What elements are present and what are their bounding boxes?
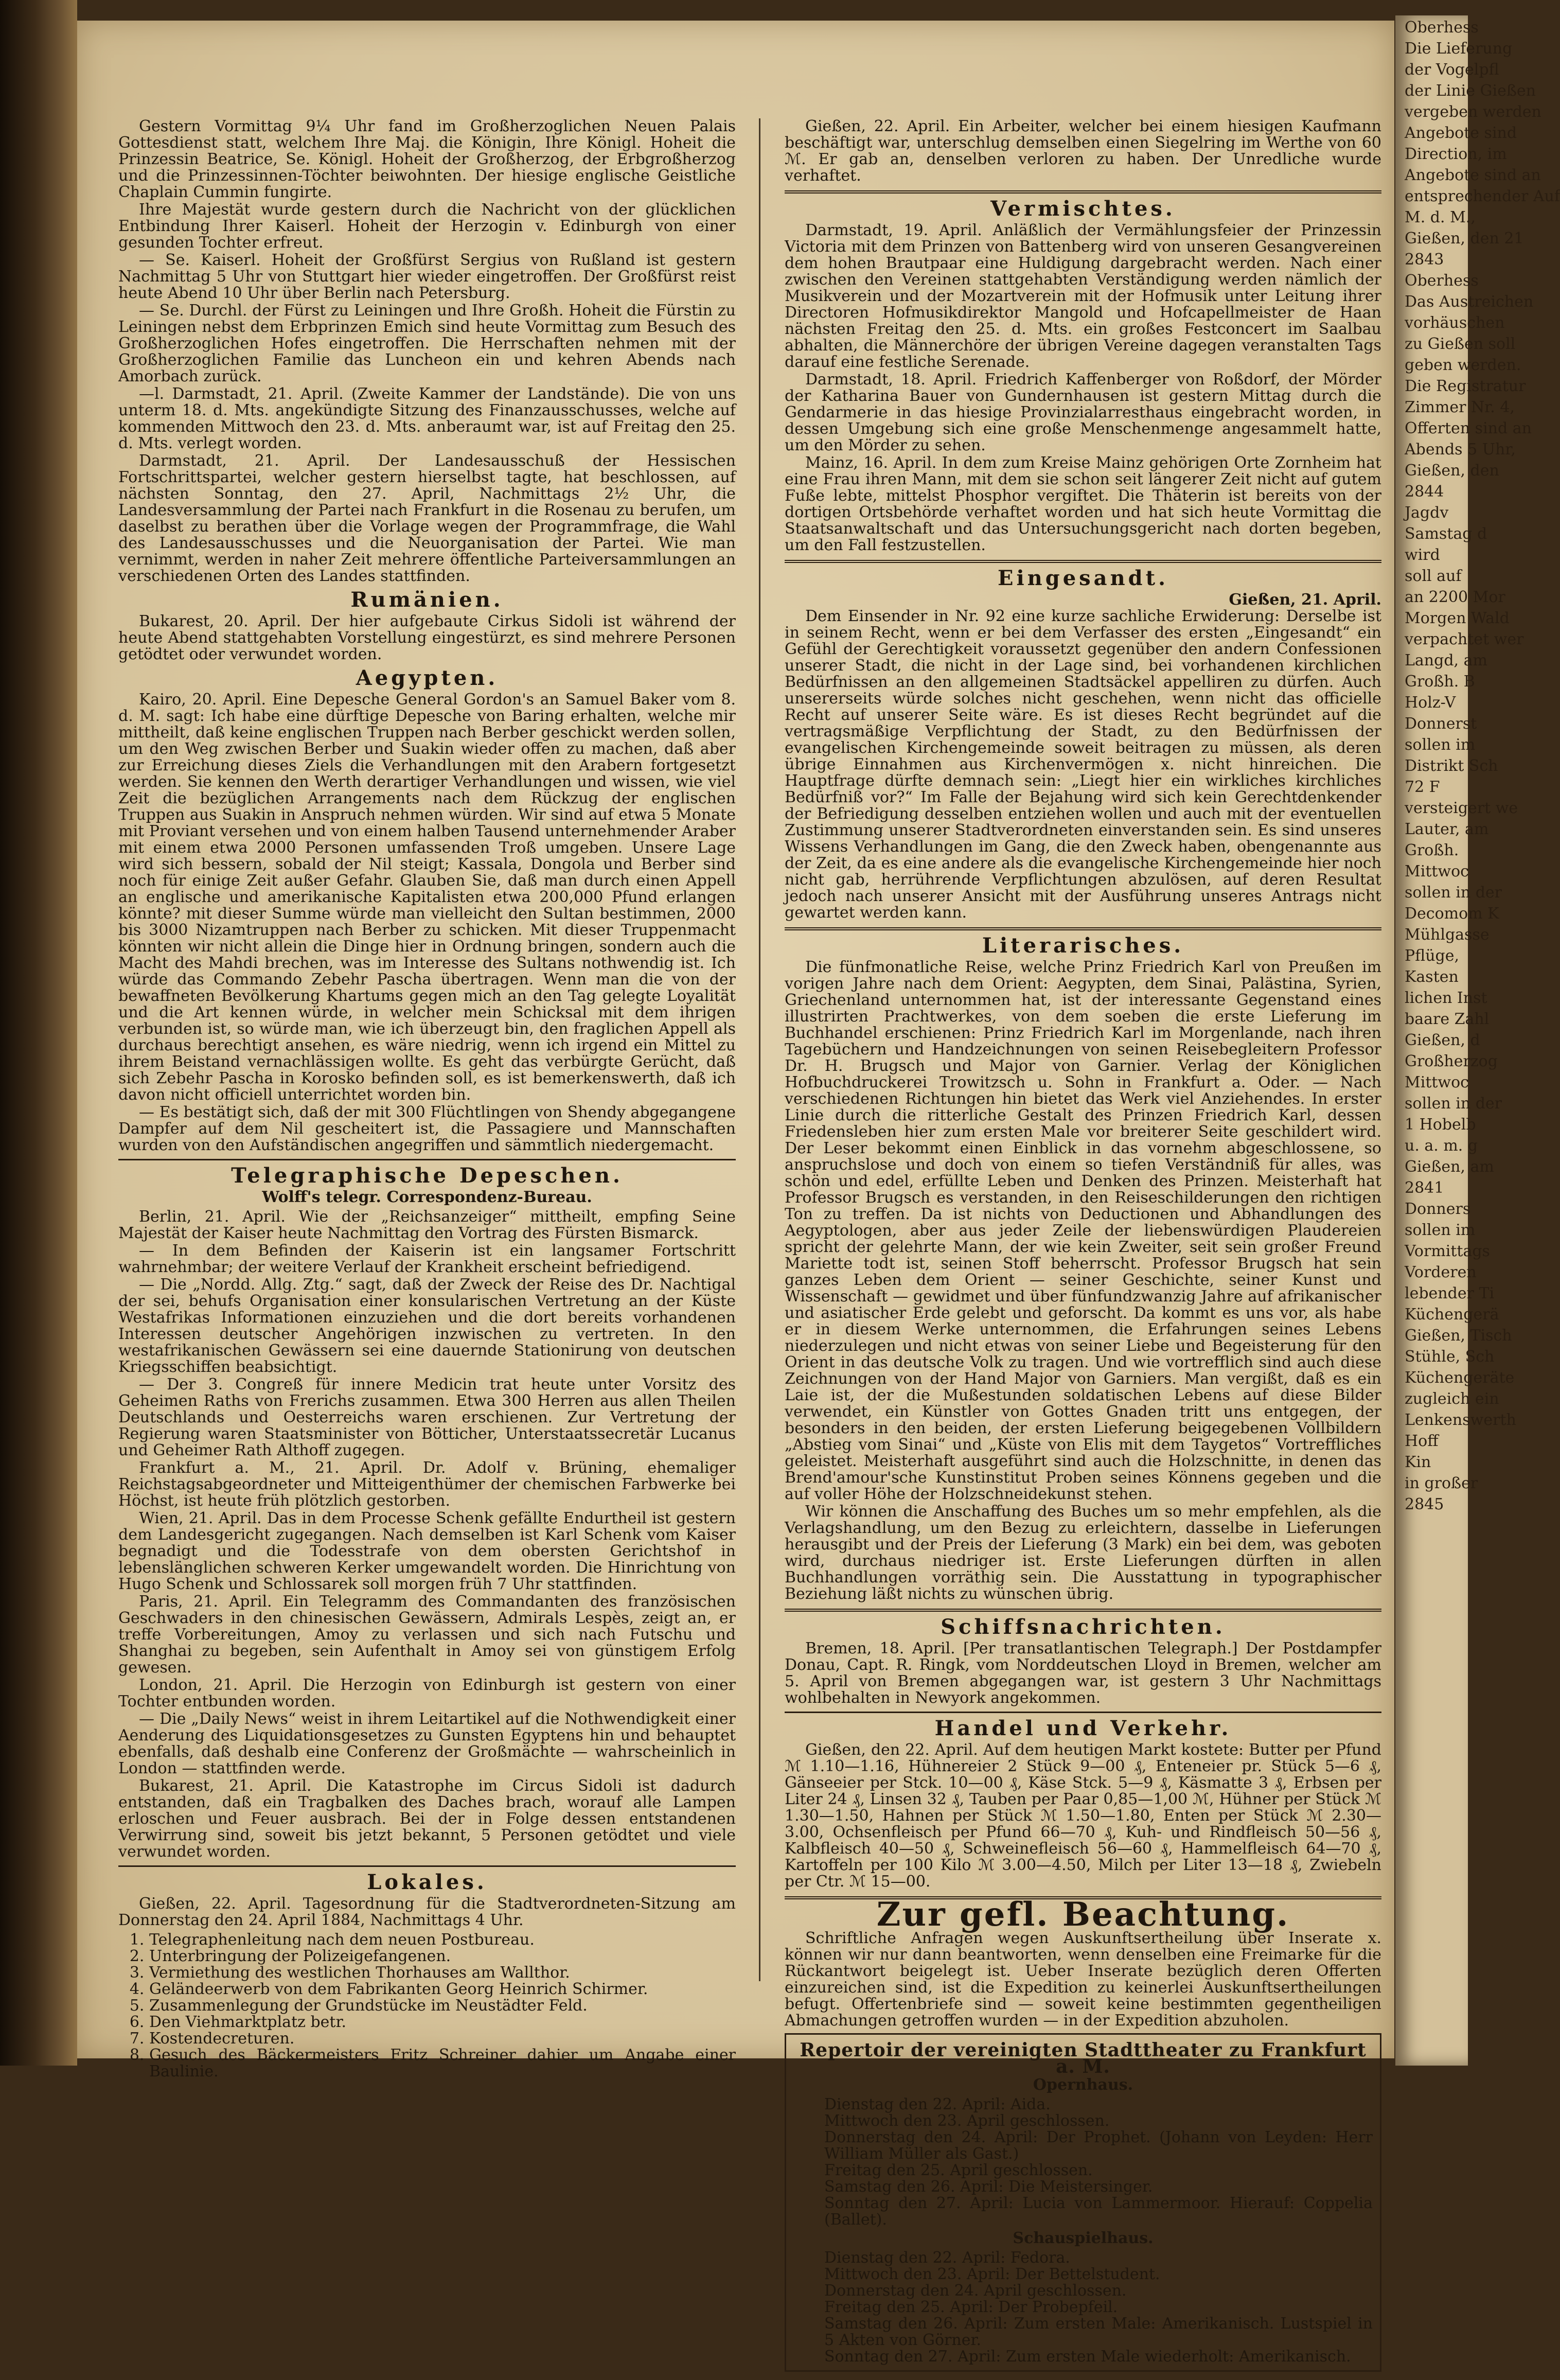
next-page-fragment: Lenkenswerth <box>1405 1411 1516 1429</box>
notice-heading: Zur gefl. Beachtung. <box>876 1895 1290 1934</box>
program-line: Donnerstag den 24. April: Der Prophet. (Johann von Leyden: Herr William Müller als Gast.) <box>824 2128 1373 2163</box>
next-page-fragment: lichen Inst <box>1405 989 1487 1007</box>
paragraph: Wien, 21. April. Das in dem Processe Schenk gefällte Endurtheil ist gestern dem Landesgericht zugegangen. Nach demselben ist Karl Schenk vom Kaiser begnadigt und die Todesstrafe von dem obersten Gerichtshof in lebenslänglichen schweren Kerker umgewandelt worden. Die Hinrichtung von Hugo Schenk und Schlossarek soll morgen früh 7 Uhr stattfinden. <box>118 1509 736 1593</box>
right-column <box>785 118 1381 2380</box>
next-page-fragment: Lauter, am <box>1405 820 1489 838</box>
next-page-fragment: Gießen, den 21 <box>1405 230 1524 248</box>
next-page-fragment: Das Austreichen <box>1405 293 1534 311</box>
paragraph: Darmstadt, 19. April. Anläßlich der Vermählungsfeier der Prinzessin Victoria mit dem Prinzen von Battenberg wird von unseren Gesangvereinen dem hohen Brautpaar eine Huldigung dargebracht werden. Nach einer zwischen den Vereinen stattgehabten Verständigung werden nämlich der Musikverein und der Mozartverein mit der Hofmusik unter Leitung ihrer Directoren Hofmusikdirektor Mangold und Hofcapellmeister de Haan nächsten Freitag den 25. d. Mts. ein großes Festconcert im Saalbau abhalten, die Männerchöre der übrigen Vereine dagegen veranstalten Tags darauf eine festliche Serenade. <box>785 221 1381 371</box>
next-page-fragment: Direction, im <box>1405 145 1507 163</box>
next-page-fragment: Kasten <box>1405 968 1459 986</box>
next-page-fragment: sollen in der <box>1405 884 1502 902</box>
next-page-fragment: Oberhess <box>1405 272 1479 290</box>
program-line: Freitag den 25. April geschlossen. <box>824 2161 1093 2179</box>
next-page-fragment: wird <box>1405 546 1440 564</box>
paragraph: Wir können die Anschaffung des Buches um so mehr empfehlen, als die Verlagshandlung, um den Bezug zu erleichtern, dasselbe in Lieferungen herausgibt und der Preis der Lieferung (3 Mark) ein bei dem, was geboten wird, durchaus niedriger ist. Erste Lieferungen dürften in allen Buchhandlungen vorräthig sein. Die Ausstattung in typographischer Beziehung läßt nichts zu wünschen übrig. <box>785 1503 1381 1603</box>
paragraph: — Der 3. Congreß für innere Medicin trat heute unter Vorsitz des Geheimen Raths von Frerichs zusammen. Etwa 300 Herren aus allen Theilen Deutschlands und Oesterreichs waren erschienen. Zur Vertretung der Regierung waren Staatsminister von Bötticher, Unterstaatssecretär Lucanus und Geheimer Rath Althoff zugegen. <box>118 1376 736 1459</box>
next-page-fragment: in großer <box>1405 1474 1478 1492</box>
next-page-fragment: Die Registratur <box>1405 377 1526 395</box>
section-rule <box>118 1865 736 1867</box>
repertoire-heading: Repertoir der vereinigten Stadttheater zu Frankfurt a. M. <box>800 2039 1367 2077</box>
next-page-fragment: Gießen, den <box>1405 462 1499 480</box>
next-page-fragment: M. d. M., <box>1405 208 1476 226</box>
next-page-fragment: Oberhess <box>1405 19 1479 37</box>
program-line: Samstag den 26. April: Zum ersten Male: Amerikanisch. Lustspiel in 5 Akten von Görner. <box>824 2315 1373 2349</box>
agenda-item: 2. Unterbringung der Polizeigefangenen. <box>149 1948 736 1965</box>
program-line: Sonntag den 27. April: Zum ersten Male wiederholt: Amerikanisch. <box>824 2348 1351 2366</box>
opera-heading: Opernhaus. <box>1033 2076 1133 2094</box>
section-rule <box>118 1159 736 1160</box>
next-page-fragment: u. a. m. g <box>1405 1137 1478 1155</box>
next-page-fragment: Die Lieferung <box>1405 40 1513 58</box>
next-page-fragment: soll auf <box>1405 567 1462 585</box>
next-page-fragment: Kin <box>1405 1453 1431 1471</box>
next-page-fragment: Distrikt Sch <box>1405 757 1498 775</box>
paragraph: — Die „Daily News“ weist in ihrem Leitartikel auf die Nothwendigkeit einer Aenderung des Liquidationsgesetzes zu Gunsten Egyptens hin und behauptet ebenfalls, daß deshalb eine Conferenz der Großmächte — wahrscheinlich in London — stattfinden werde. <box>118 1710 736 1777</box>
next-page-fragment: Großherzog <box>1405 1052 1498 1070</box>
program-line: Freitag den 25. April: Der Probepfeil. <box>824 2298 1118 2316</box>
paragraph: Dem Einsender in Nr. 92 eine kurze sachliche Erwiderung: Derselbe ist in seinem Recht, wenn er bei dem Verfasser des ersten „Eingesandt“ ein Gefühl der Gerechtigkeit voraussetzt gegenüber den andern Confessionen unserer Stadt, die nicht in der Lage sind, bei vorhandenen kirchlichen Bedürfnissen an den allgemeinen Stadtsäckel appelliren zu dürfen. Auch unsererseits würde solches nicht geschehen, wenn nicht das officielle Recht auf unserer Seite wäre. Es ist dieses Recht begründet auf die vertragsmäßige Verpflichtung der Stadt, zu den Bedürfnissen der evangelischen Kirchengemeinde soweit beitragen zu müssen, als deren übrige Einnahmen aus Kirchenvermögen x. nicht hinreichen. Die Hauptfrage dürfte demnach sein: „Liegt hier ein wirkliches kirchliches Bedürfniß vor?“ Im Falle der Bejahung wird sich kein Gerechtdenkender der Befriedigung desselben entziehen wollen und auch mit der eventuellen Zustimmung unserer Stadtverordneten einverstanden sein. Es sind unseres Wissens Verhandlungen im Gang, die den Zweck haben, obengenannte aus der Zeit, da es eine andere als die evangelische Kirchengemeinde hier noch nicht gab, herrührende Verpflichtungen abzulösen, auf deren Resultat jedoch nach unserer Ansicht mit der Ausführung unseres Antrags nicht gewartet werden kann. <box>785 607 1381 922</box>
paragraph: — Se. Kaiserl. Hoheit der Großfürst Sergius von Rußland ist gestern Nachmittag 5 Uhr von Stuttgart hier wieder eingetroffen. Der Großfürst reist heute Abend 10 Uhr über Berlin nach Petersburg. <box>118 251 736 302</box>
next-page-fragment: 2844 <box>1405 483 1444 501</box>
paragraph: — Es bestätigt sich, daß der mit 300 Flüchtlingen von Shendy abgegangene Dampfer auf dem Nil gescheitert ist, die Passagiere und Mannschaften wurden von den Aufständischen angegriffen und sämmtlich niedergemacht. <box>118 1103 736 1154</box>
paragraph: — Se. Durchl. der Fürst zu Leiningen und Ihre Großh. Hoheit die Fürstin zu Leiningen nebst dem Erbprinzen Emich sind heute Vormittag zum Besuch des Großherzoglichen Hofes eingetroffen. Die Herrschaften nehmen mit der Großherzoglichen Familie das Luncheon ein und kehren Abends nach Amorbach zurück. <box>118 302 736 385</box>
next-page-fragment: vorhäuschen <box>1405 314 1505 332</box>
paragraph: Gestern Vormittag 9¼ Uhr fand im Großherzoglichen Neuen Palais Gottesdienst statt, welchem Ihre Maj. die Königin, Ihre Königl. Hoheit die Prinzessin Beatrice, Se. Königl. Hoheit der Großherzog, der Erbgroßherzog und die Prinzessinnen-Töchter beiwohnten. Der hiesige englische Geistliche Chaplain Cummin fungirte. <box>118 117 736 201</box>
next-page-fragment: geben werden. <box>1405 356 1521 374</box>
paragraph: Gießen, den 22. April. Auf dem heutigen Markt kostete: Butter per Pfund ℳ 1.10—1.16, Hühnereier 2 Stück 9—00 ₰, Enteneier pr. Stück 5—6 ₰, Gänseeier per Stck. 10—00 ₰, Käse Stck. 5—9 ₰, Käsmatte 3 ₰, Erbsen per Liter 24 ₰, Linsen 32 ₰, Tauben per Paar 0,85—1,00 ℳ, Hühner per Stück ℳ 1.30—1.50, Hahnen per Stück ℳ 1.50—1.80, Enten per Stück ℳ 2.30—3.00, Ochsenfleisch per Pfund 66—70 ₰, Kuh- und Rindfleisch 50—56 ₰, Kalbfleisch 40—50 ₰, Schweinefleisch 56—60 ₰, Hammelfleisch 64—70 ₰, Kartoffeln per 100 Kilo ℳ 3.00—4.50, Milch per Liter 13—18 ₰, Zwiebeln per Ctr. ℳ 15—00. <box>785 1741 1381 1891</box>
section-heading-lokales: Lokales. <box>367 1870 487 1894</box>
program-line: Mittwoch den 23. April: Der Bettelstudent. <box>824 2265 1160 2283</box>
program-line: Donnerstag den 24. April geschlossen. <box>824 2282 1127 2300</box>
next-page-fragment: 72 F <box>1405 778 1440 796</box>
next-page-fragment: Offerten sind an <box>1405 419 1532 437</box>
agenda-item: 6. Den Viehmarktplatz betr. <box>149 2014 736 2031</box>
section-heading-schiffsnachrichten: Schiffsnachrichten. <box>941 1615 1226 1639</box>
dateline: Gießen, 21. April. <box>1229 591 1381 609</box>
next-page-fragment: verpachtet wer <box>1405 630 1524 648</box>
program-line: Sonntag den 27. April: Lucia von Lammermoor. Hierauf: Coppelia (Ballet). <box>824 2194 1373 2229</box>
next-page-fragment: 2843 <box>1405 251 1444 269</box>
agenda-item: 1. Telegraphenleitung nach dem neuen Postbureau. <box>149 1932 736 1948</box>
agenda-item: 5. Zusammenlegung der Grundstücke im Neustädter Feld. <box>149 1998 736 2014</box>
next-page-fragment: 2841 <box>1405 1179 1444 1197</box>
column-divider <box>759 118 760 1981</box>
next-page-fragment: Gießen, Tisch <box>1405 1327 1512 1345</box>
next-page-fragment: Decomom K <box>1405 905 1499 923</box>
paragraph: Darmstadt, 18. April. Friedrich Kaffenberger von Roßdorf, der Mörder der Katharina Bauer von Gundernhausen ist gestern Mittag durch die Gendarmerie in das hiesige Provinzialarresthaus eingebracht worden, in dessen Umgebung sich eine große Menschenmenge angesammelt hatte, um den Mörder zu sehen. <box>785 371 1381 454</box>
paragraph: Schriftliche Anfragen wegen Auskunftsertheilung über Inserate x. können wir nur dann beantworten, wenn denselben eine Freimarke für die Rückantwort beigelegt ist. Ueber Inserate bezüglich deren Offerten einzureichen sind, ist die Expedition zu keinerlei Auskunftsertheilungen befugt. Offertenbriefe sind — soweit keine bestimmten gegentheiligen Abmachungen getroffen wurden — in der Expedition abzuholen. <box>785 1929 1381 2030</box>
next-page-fragment: Donnerst <box>1405 715 1477 733</box>
agenda-item: 4. Geländeerwerb von dem Fabrikanten Georg Heinrich Schirmer. <box>149 1981 736 1998</box>
next-page-fragment: Mühlgasse <box>1405 926 1490 944</box>
left-column <box>118 118 736 2083</box>
playhouse-heading: Schauspielhaus. <box>1013 2229 1154 2247</box>
paragraph: Frankfurt a. M., 21. April. Dr. Adolf v. Brüning, ehemaliger Reichstagsabgeordneter und Mitteigenthümer der chemischen Farbwerke bei Höchst, ist heute früh plötzlich gestorben. <box>118 1459 736 1510</box>
paragraph: Paris, 21. April. Ein Telegramm des Commandanten des französischen Geschwaders in den chinesischen Gewässern, Admirals Lespès, zeigt an, er treffe Vorbereitungen, Amoy zu verlassen und sich nach Futschu und Shanghai zu begeben, sein Aufenthalt in Amoy sei von günstigem Erfolg gewesen. <box>118 1593 736 1677</box>
section-heading-aegypten: Aegypten. <box>356 666 499 690</box>
paragraph: Gießen, 22. April. Tagesordnung für die Stadtverordneten-Sitzung am Donnerstag den 24. April 1884, Nachmittags 4 Uhr. <box>118 1895 736 1929</box>
next-page-fragment: Langd, am <box>1405 651 1487 669</box>
program-line: Dienstag den 22. April: Aida. <box>824 2095 1051 2113</box>
next-page-fragment: Donners <box>1405 1200 1471 1218</box>
next-page-fragment: Pflüge, <box>1405 947 1460 965</box>
next-page-fragment: Küchengerä <box>1405 1306 1499 1324</box>
agenda-item: 8. Gesuch des Bäckermeisters Fritz Schreiner dahier um Angabe einer Baulinie. <box>149 2047 736 2080</box>
next-page-fragment: Angebote sind an <box>1405 166 1541 184</box>
next-page-fragment: an 2200 Mor <box>1405 588 1505 606</box>
program-line: Dienstag den 22. April: Fedora. <box>824 2249 1070 2267</box>
next-page-fragment: Abends 5 Uhr, <box>1405 440 1516 459</box>
next-page-fragment: Mittwoc <box>1405 1073 1469 1091</box>
section-heading-literarisches: Literarisches. <box>982 933 1184 958</box>
section-heading-rumaenien: Rumänien. <box>350 588 504 612</box>
section-heading-eingesandt: Eingesandt. <box>997 566 1169 590</box>
section-rule <box>785 1609 1381 1612</box>
paragraph: Bukarest, 21. April. Die Katastrophe im Circus Sidoli ist dadurch entstanden, daß ein Tragbalken des Daches brach, worauf alle Lampen erloschen und Feuer ausbrach. Bei der in Folge dessen entstandenen Verwirrung sind, soweit bis jetzt bekannt, 5 Personen getödtet und viele verwundet worden. <box>118 1777 736 1861</box>
next-page-fragment: versteigert we <box>1405 799 1518 817</box>
next-page-fragment: Vormittags <box>1405 1242 1490 1260</box>
next-page-fragment: Samstag d <box>1405 525 1487 543</box>
next-page-fragment: Großh. <box>1405 841 1459 859</box>
next-page-fragment: Großh. B <box>1405 673 1475 691</box>
section-rule <box>785 1712 1381 1713</box>
next-page-fragment: Mittwoc <box>1405 862 1469 880</box>
section-heading-handel: Handel und Verkehr. <box>934 1716 1232 1740</box>
next-page-fragment: sollen im <box>1405 1221 1476 1239</box>
paragraph: — In dem Befinden der Kaiserin ist ein langsamer Fortschritt wahrnehmbar; der weitere Verlauf der Krankheit erscheint befriedigend. <box>118 1242 736 1276</box>
agenda-item: 3. Vermiethung des westlichen Thorhauses am Wallthor. <box>149 1965 736 1981</box>
next-page-fragment: Angebote sind <box>1405 124 1517 142</box>
paragraph: Darmstadt, 21. April. Der Landesausschuß der Hessischen Fortschrittspartei, welcher gestern hierselbst tagte, hat beschlossen, auf nächsten Sonntag, den 27. April, Nachmittags 2½ Uhr, die Landesversammlung der Partei nach Frankfurt in die Rosenau zu berufen, um daselbst zu berathen über die Vorlage wegen der Programmfrage, die Wahl des Landesausschusses und die Neuorganisation der Partei. Wie man vernimmt, werden in naher Zeit mehrere öffentliche Parteiversammlungen an verschiedenen Orten des Landes stattfinden. <box>118 452 736 585</box>
next-page-edge <box>1395 15 1560 2066</box>
paragraph: London, 21. April. Die Herzogin von Edinburgh ist gestern von einer Tochter entbunden worden. <box>118 1676 736 1711</box>
section-rule <box>785 560 1381 563</box>
theater-repertoire-box <box>785 2033 1381 2372</box>
next-page-fragment: Zimmer Nr. 4, <box>1405 398 1515 416</box>
next-page-fragment: Gießen, am <box>1405 1158 1494 1176</box>
book-spine-shadow <box>0 0 77 2066</box>
next-page-fragment: Vorderen <box>1405 1263 1477 1281</box>
section-rule <box>785 190 1381 193</box>
next-page-fragment: sollen in der <box>1405 1095 1502 1113</box>
section-subheading: Wolff's telegr. Correspondenz-Bureau. <box>262 1188 592 1206</box>
next-page-fragment: Hoff <box>1405 1432 1439 1450</box>
paragraph: Gießen, 22. April. Ein Arbeiter, welcher bei einem hiesigen Kaufmann beschäftigt war, unterschlug demselben einen Siegelring im Werthe von 60 ℳ. Er gab an, denselben verloren zu haben. Der Unredliche wurde verhaftet. <box>785 117 1381 185</box>
next-page-fragment: entsprechender Auf <box>1405 187 1560 205</box>
next-page-fragment: der Vogelpfl <box>1405 61 1499 79</box>
next-page-fragment: Küchengeräte <box>1405 1369 1515 1387</box>
agenda-list <box>149 1932 736 2080</box>
next-page-fragment: Holz-V <box>1405 694 1456 712</box>
paragraph: Mainz, 16. April. In dem zum Kreise Mainz gehörigen Orte Zornheim hat eine Frau ihren Mann, mit dem sie schon seit längerer Zeit nicht auf gutem Fuße lebte, mittelst Phosphor vergiftet. Die Thäterin ist bereits von der dortigen Ortsbehörde verhaftet worden und hat sich heute Vormittag die Staatsanwaltschaft und das Untersuchungsgericht nach dorten begeben, um den Fall festzustellen. <box>785 454 1381 554</box>
next-page-fragment: lebender Ti <box>1405 1284 1495 1302</box>
next-page-fragment: Jagdv <box>1405 504 1449 522</box>
next-page-fragment: baare Zahl <box>1405 1010 1490 1028</box>
paragraph: Die fünfmonatliche Reise, welche Prinz Friedrich Karl von Preußen im vorigen Jahre nach dem Orient: Aegypten, dem Sinai, Palästina, Syrien, Griechenland unternommen hat, ist der interessante Gegenstand eines illustrirten Prachtwerkes, von dem soeben die erste Lieferung im Buchhandel erschienen: Prinz Friedrich Karl im Morgenlande, nach ihren Tagebüchern und Handzeichnungen von seinen Reisebegleitern Professor Dr. H. Brugsch und Major von Garnier. Verlag der Königlichen Hofbuchdruckerei Trowitzsch u. Sohn in Frankfurt a. Oder. — Nach verschiedenen Richtungen hin bietet das Werk viel Anziehendes. In erster Linie durch die ritterliche Gestalt des Prinzen Friedrich Karl, dessen Friedensleben hier zum ersten Male vor breiterer Seite geschildert wird. Der Leser bekommt einen Einblick in das vornehm abgeschlossene, so anspruchslose und doch von einem so tiefen Verständniß für alles, was schön und edel, erfüllte Leben und Denken des Prinzen. Meisterhaft hat Professor Brugsch es verstanden, in den Reiseschilderungen den richtigen Ton zu treffen. Da ist nichts von Deductionen und Abhandlungen des Aegyptologen, aber aus jeder Zeile der liebenswürdigen Plaudereien spricht der gelehrte Mann, der wie kein Zweiter, seit sein großer Freund Mariette todt ist, seinen Stoff beherrscht. Professor Brugsch hat sein ganzes Leben dem Orient — seiner Geschichte, seiner Kunst und Wissenschaft — gewidmet und über fünfundzwanzig Jahre auf afrikanischer und asiatischer Erde gelebt und geforscht. Da kommt es uns vor, als habe er in diesem Werke unternommen, die Erfahrungen seines Lebens niederzulegen und nicht etwas von seiner Liebe und Begeisterung für den Orient in das deutsche Volk zu tragen. Und wie vortrefflich sind auch diese Zeichnungen von der Hand Major von Garniers. Man vergißt, daß es ein Laie ist, der die Mußestunden soldatischen Lebens auf diese Bilder verwendet, ein Künstler von Gottes Gnaden tritt uns entgegen, der besonders in den beiden, der ersten Lieferung beigegebenen Vollbildern „Abstieg vom Sinai“ und „Küste von Elis mit dem Taygetos“ Vortreffliches geleistet. Meisterhaft ausgeführt sind auch die Holzschnitte, in denen das Brend'amour'sche Kunstinstitut Proben seines Könnens gegeben und die auf voller Höhe der Holzschneidekunst stehen. <box>785 958 1381 1503</box>
paragraph: Kairo, 20. April. Eine Depesche General Gordon's an Samuel Baker vom 8. d. M. sagt: Ich habe eine dürftige Depesche von Baring erhalten, welche mir mittheilt, daß keine englischen Truppen nach Berber geschickt werden sollen, um den Weg zwischen Berber und Suakin wieder offen zu machen, daß aber zur Erreichung dieses Ziels die Verhandlungen mit den Arabern fortgesetzt werden. Sie kennen den Werth derartiger Verhandlungen und wissen, wie viel Zeit die bezüglichen Arrangements nach dem Rückzug der englischen Truppen aus Suakin in Anspruch nehmen würden. Wir sind auf etwa 5 Monate mit Proviant versehen und von einem halben Tausend unternehmender Araber mit einem etwa 2000 Personen umfassenden Troß umgeben. Unsere Lage wird sich bessern, sobald der Nil steigt; Kassala, Dongola und Berber sind noch für einige Zeit außer Gefahr. Glauben Sie, daß man durch einen Appell an englische und amerikanische Kapitalisten etwa 200,000 Pfund erlangen könnte? mit dieser Summe würde man vielleicht den Sultan bestimmen, 2000 bis 3000 Nizamtruppen nach Berber zu schicken. Mit dieser Truppenmacht könnten wir nicht allein die Dinge hier in Ordnung bringen, sondern auch die Macht des Mahdi brechen, was im Interesse des Sultans nothwendig ist. Ich würde das Commando Zebehr Pascha übertragen. Wenn man die von der bewaffneten Bevölkerung Khartums gegen mich an den Tag gelegte Loyalität und die Art kennen würde, in welcher mein Schicksal mit dem ihrigen verbunden ist, so würde man, wie ich überzeugt bin, den fraglichen Appell als durchaus berechtigt ansehen, es wäre niedrig, wenn ich irgend ein Mittel zu ihrem Beistand vernachlässigen wollte. Es geht das verbürgte Gerücht, daß sich Zebehr Pascha in Korosko befinden soll, es ist bemerkenswerth, daß ich davon nicht officiell unterrichtet worden bin. <box>118 691 736 1104</box>
next-page-fragment: vergeben werden <box>1405 103 1541 121</box>
next-page-fragment: zugleich ein <box>1405 1390 1499 1408</box>
next-page-fragment: sollen im <box>1405 736 1476 754</box>
next-page-fragment: Gießen, d <box>1405 1031 1480 1049</box>
next-page-fragment: Stühle, Sch <box>1405 1348 1495 1366</box>
section-heading-vermischtes: Vermischtes. <box>990 197 1176 221</box>
next-page-fragment: 1 Hobelb <box>1405 1116 1476 1134</box>
paragraph: — Die „Nordd. Allg. Ztg.“ sagt, daß der Zweck der Reise des Dr. Nachtigal der sei, behufs Organisation einer konsularischen Vertretung an der Küste Westafrikas Informationen einzuziehen und die dort bereits vorhandenen Interessen deutscher Angehörigen inzwischen zu vertreten. In den westafrikanischen Gewässern sei eine dauernde Stationirung von deutschen Kriegsschiffen beabsichtigt. <box>118 1276 736 1376</box>
program-line: Samstag den 26. April: Die Meistersinger. <box>824 2178 1153 2196</box>
paragraph: Berlin, 21. April. Wie der „Reichsanzeiger“ mittheilt, empfing Seine Majestät der Kaiser heute Nachmittag den Vortrag des Fürsten Bismarck. <box>118 1208 736 1242</box>
next-page-fragment: der Linie Gießen <box>1405 82 1536 100</box>
next-page-fragment: Morgen Wald <box>1405 609 1510 627</box>
next-page-fragment: zu Gießen soll <box>1405 335 1516 353</box>
paragraph: Bukarest, 20. April. Der hier aufgebaute Cirkus Sidoli ist während der heute Abend stattgehabten Vorstellung eingestürzt, es sind mehrere Personen getödtet oder verwundet worden. <box>118 612 736 663</box>
paragraph: Ihre Majestät wurde gestern durch die Nachricht von der glücklichen Entbindung Ihrer Kaiserl. Hoheit der Herzogin v. Edinburgh von einer gesunden Tochter erfreut. <box>118 201 736 252</box>
agenda-item: 7. Kostendecreturen. <box>149 2031 736 2047</box>
paragraph: Bremen, 18. April. [Per transatlantischen Telegraph.] Der Postdampfer Donau, Capt. R. Ringk, vom Norddeutschen Lloyd in Bremen, welcher am 5. April von Bremen abgegangen war, ist gestern 3 Uhr Nachmittags wohlbehalten in Newyork angekommen. <box>785 1639 1381 1707</box>
section-heading-telegraphische: Telegraphische Depeschen. <box>231 1163 623 1188</box>
next-page-fragment: 2845 <box>1405 1495 1444 1513</box>
paragraph: —l. Darmstadt, 21. April. (Zweite Kammer der Landstände). Die von uns unterm 18. d. Mts. angekündigte Sitzung des Finanzausschusses, welche auf kommenden Mittwoch den 23. d. Mts. anberaumt war, ist auf Freitag den 25. d. Mts. verlegt worden. <box>118 385 736 452</box>
program-line: Mittwoch den 23. April geschlossen. <box>824 2112 1110 2130</box>
section-rule <box>785 927 1381 930</box>
